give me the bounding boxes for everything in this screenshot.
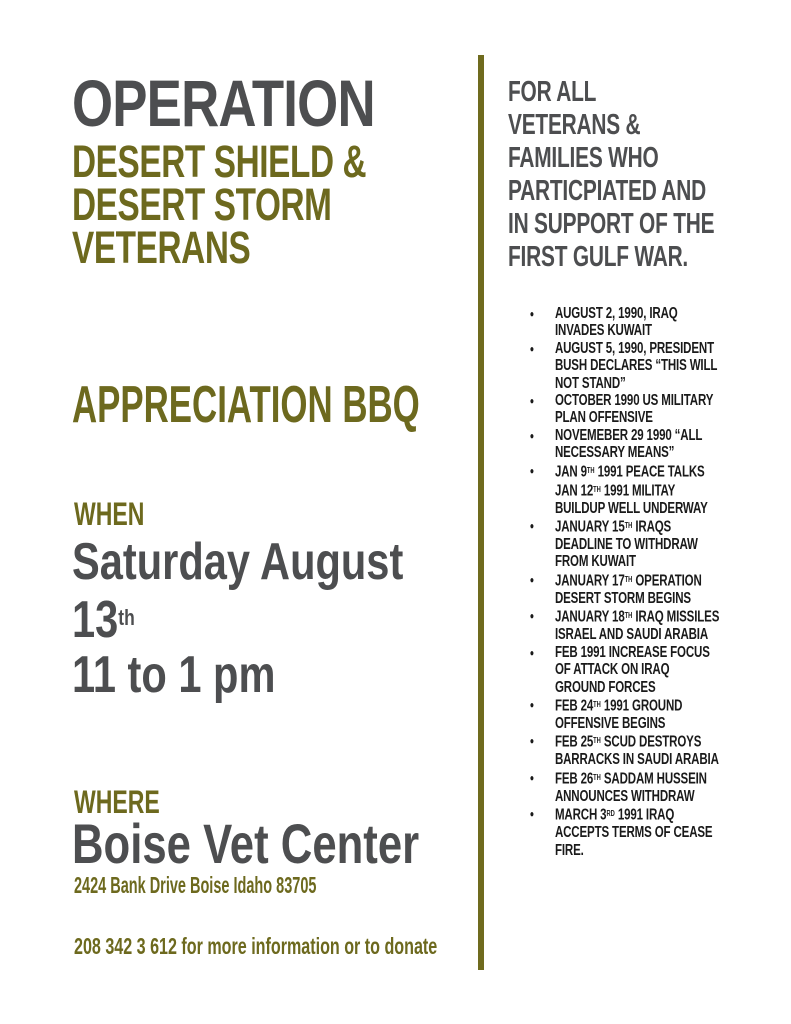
- timeline-item: ● OCTOBER 1990 US MILITARY PLAN OFFENSIVE: [524, 392, 723, 427]
- when-label: WHEN: [74, 496, 145, 532]
- title-subtitle: [72, 136, 470, 273]
- timeline-item: ● AUGUST 5, 1990, PRESIDENT BUSH DECLARES “THIS WILL NOT STAND”: [524, 340, 723, 392]
- audience-header: [508, 76, 714, 274]
- timeline-item: ● NOVEMEBER 29 1990 “ALL NECESSARY MEANS”: [524, 427, 723, 462]
- audience-header-line: VETERANS &: [508, 109, 641, 141]
- event-name: APPRECIATION BBQ: [72, 376, 420, 434]
- timeline-item: ● AUGUST 2, 1990, IRAQ INVADES KUWAIT: [524, 305, 723, 340]
- audience-header-line: FIRST GULF WAR.: [508, 241, 689, 273]
- timeline-item: ● JANUARY 18TH IRAQ MISSILES ISRAEL AND SAUDI ARABIA: [524, 607, 723, 643]
- where-label: WHERE: [74, 784, 160, 820]
- audience-header-line: PARTICPIATED AND: [508, 175, 706, 207]
- title-desert-storm: DESERT STORM: [72, 179, 332, 230]
- timeline-item: ● FEB 25TH SCUD DESTROYS BARRACKS IN SAUDI ARABIA: [524, 732, 723, 768]
- when-value: [72, 535, 486, 703]
- when-line: Saturday August: [72, 533, 404, 591]
- when-line: 11 to 1 pm: [72, 646, 276, 704]
- venue-name: Boise Vet Center: [72, 812, 420, 875]
- timeline-item: ● FEB 24TH 1991 GROUND OFFENSIVE BEGINS: [524, 696, 723, 732]
- timeline-item: ● JANUARY 15TH IRAQS DEADLINE TO WITHDRAW FROM KUWAIT: [524, 517, 723, 571]
- flyer-title: [72, 66, 470, 273]
- timeline-item: ● FEB 26TH SADDAM HUSSEIN ANNOUNCES WITHDRAW: [524, 769, 723, 805]
- venue-address: 2424 Bank Drive Boise Idaho 83705: [74, 872, 317, 898]
- audience-header-line: FOR ALL: [508, 76, 597, 108]
- title-desert-shield: DESERT SHIELD &: [72, 136, 367, 187]
- when-line: 13th: [72, 591, 135, 649]
- timeline-item: ● MARCH 3RD 1991 IRAQ ACCEPTS TERMS OF CEASE FIRE.: [524, 805, 723, 859]
- timeline-list: [524, 305, 723, 859]
- title-operation: OPERATION: [72, 66, 375, 140]
- title-veterans: VETERANS: [72, 222, 251, 273]
- audience-header-line: IN SUPPORT OF THE: [508, 208, 715, 240]
- vertical-divider: [478, 55, 484, 970]
- audience-header-line: FAMILIES WHO: [508, 142, 659, 174]
- timeline-item: ● FEB 1991 INCREASE FOCUS OF ATTACK ON IRAQ GROUND FORCES: [524, 644, 723, 696]
- contact-info: 208 342 3 612 for more information or to donate: [74, 933, 438, 959]
- timeline-item: ● JANUARY 17TH OPERATION DESERT STORM BEGINS: [524, 571, 723, 607]
- timeline-item: ● JAN 9TH 1991 PEACE TALKS JAN 12TH 1991 MILITAY BUILDUP WELL UNDERWAY: [524, 462, 723, 517]
